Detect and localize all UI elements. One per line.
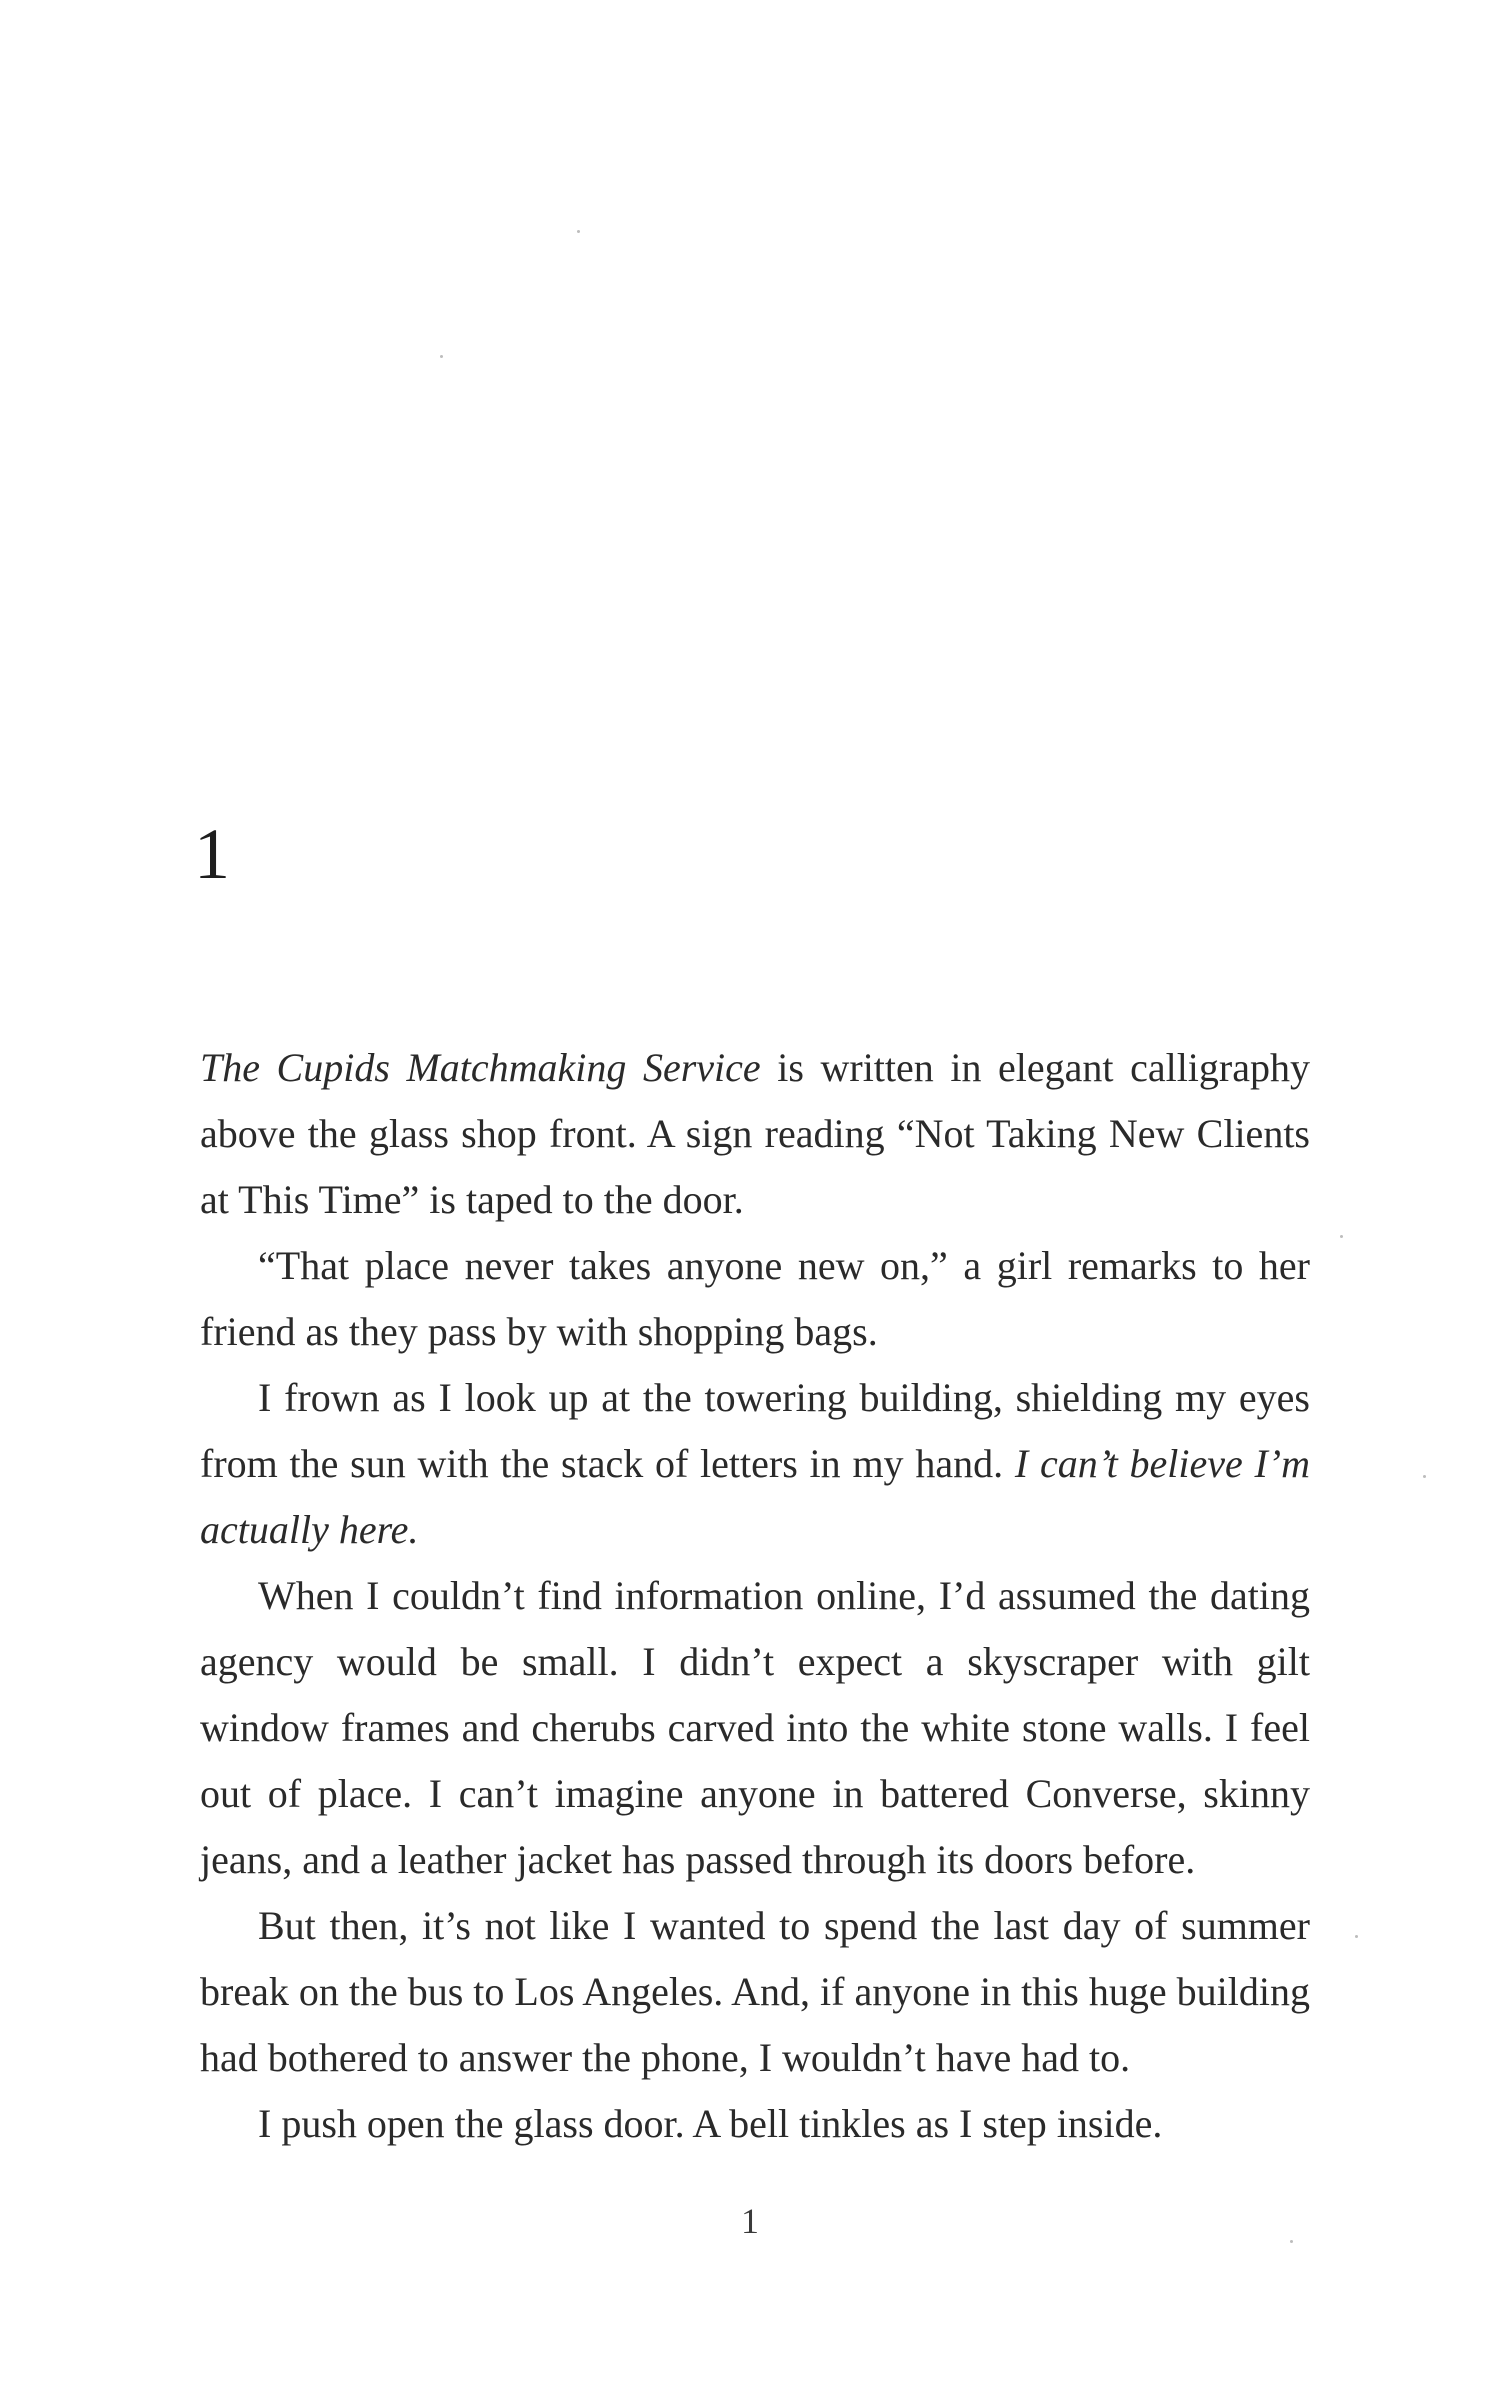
paragraph-3 (200, 1365, 1310, 1563)
chapter-body (200, 1035, 1310, 2157)
paragraph-5-text: But then, it’s not like I wanted to spend the last day of summer break on the bus to Los Angeles. And, if anyone in this huge building had bothered to answer the phone, I wouldn’t have had to. (200, 1903, 1310, 2080)
scan-speck (1290, 2240, 1293, 2243)
paragraph-5 (200, 1893, 1310, 2091)
scan-speck (1355, 1935, 1358, 1938)
paragraph-3-text: I frown as I look up at the towering building, shielding my eyes from the sun with the stack of letters in my hand. (200, 1375, 1310, 1486)
paragraph-1 (200, 1035, 1310, 1233)
paragraph-4 (200, 1563, 1310, 1893)
paragraph-4-text: When I couldn’t find information online, I’d assumed the dating agency would be small. I didn’t expect a skyscraper with gilt window frames and cherubs carved into the white stone walls. I feel out of place. I can’t imagine anyone in battered Converse, skinny jeans, and a leather jacket has passed through its doors before. (200, 1573, 1310, 1882)
paragraph-6-text: I push open the glass door. A bell tinkles as I step inside. (258, 2101, 1163, 2146)
scan-speck (577, 230, 580, 233)
book-title-italic: The Cupids Matchmaking Service (200, 1045, 761, 1090)
scan-speck (1423, 1475, 1426, 1478)
paragraph-2-text: “That place never takes anyone new on,” a girl remarks to her friend as they pass by with shopping bags. (200, 1243, 1310, 1354)
chapter-number: 1 (194, 814, 230, 894)
scan-speck (440, 355, 443, 358)
paragraph-1-text: is written in elegant calligraphy above the glass shop front. A sign reading “Not Taking New Clients at This Time” is taped to the door. (200, 1045, 1310, 1222)
paragraph-6 (200, 2091, 1310, 2157)
inner-thought-italic: I can’t believe I’m actually here. (200, 1441, 1311, 1552)
scan-speck (1340, 1235, 1343, 1238)
paragraph-2 (200, 1233, 1310, 1365)
page-number: 1 (741, 2201, 759, 2241)
